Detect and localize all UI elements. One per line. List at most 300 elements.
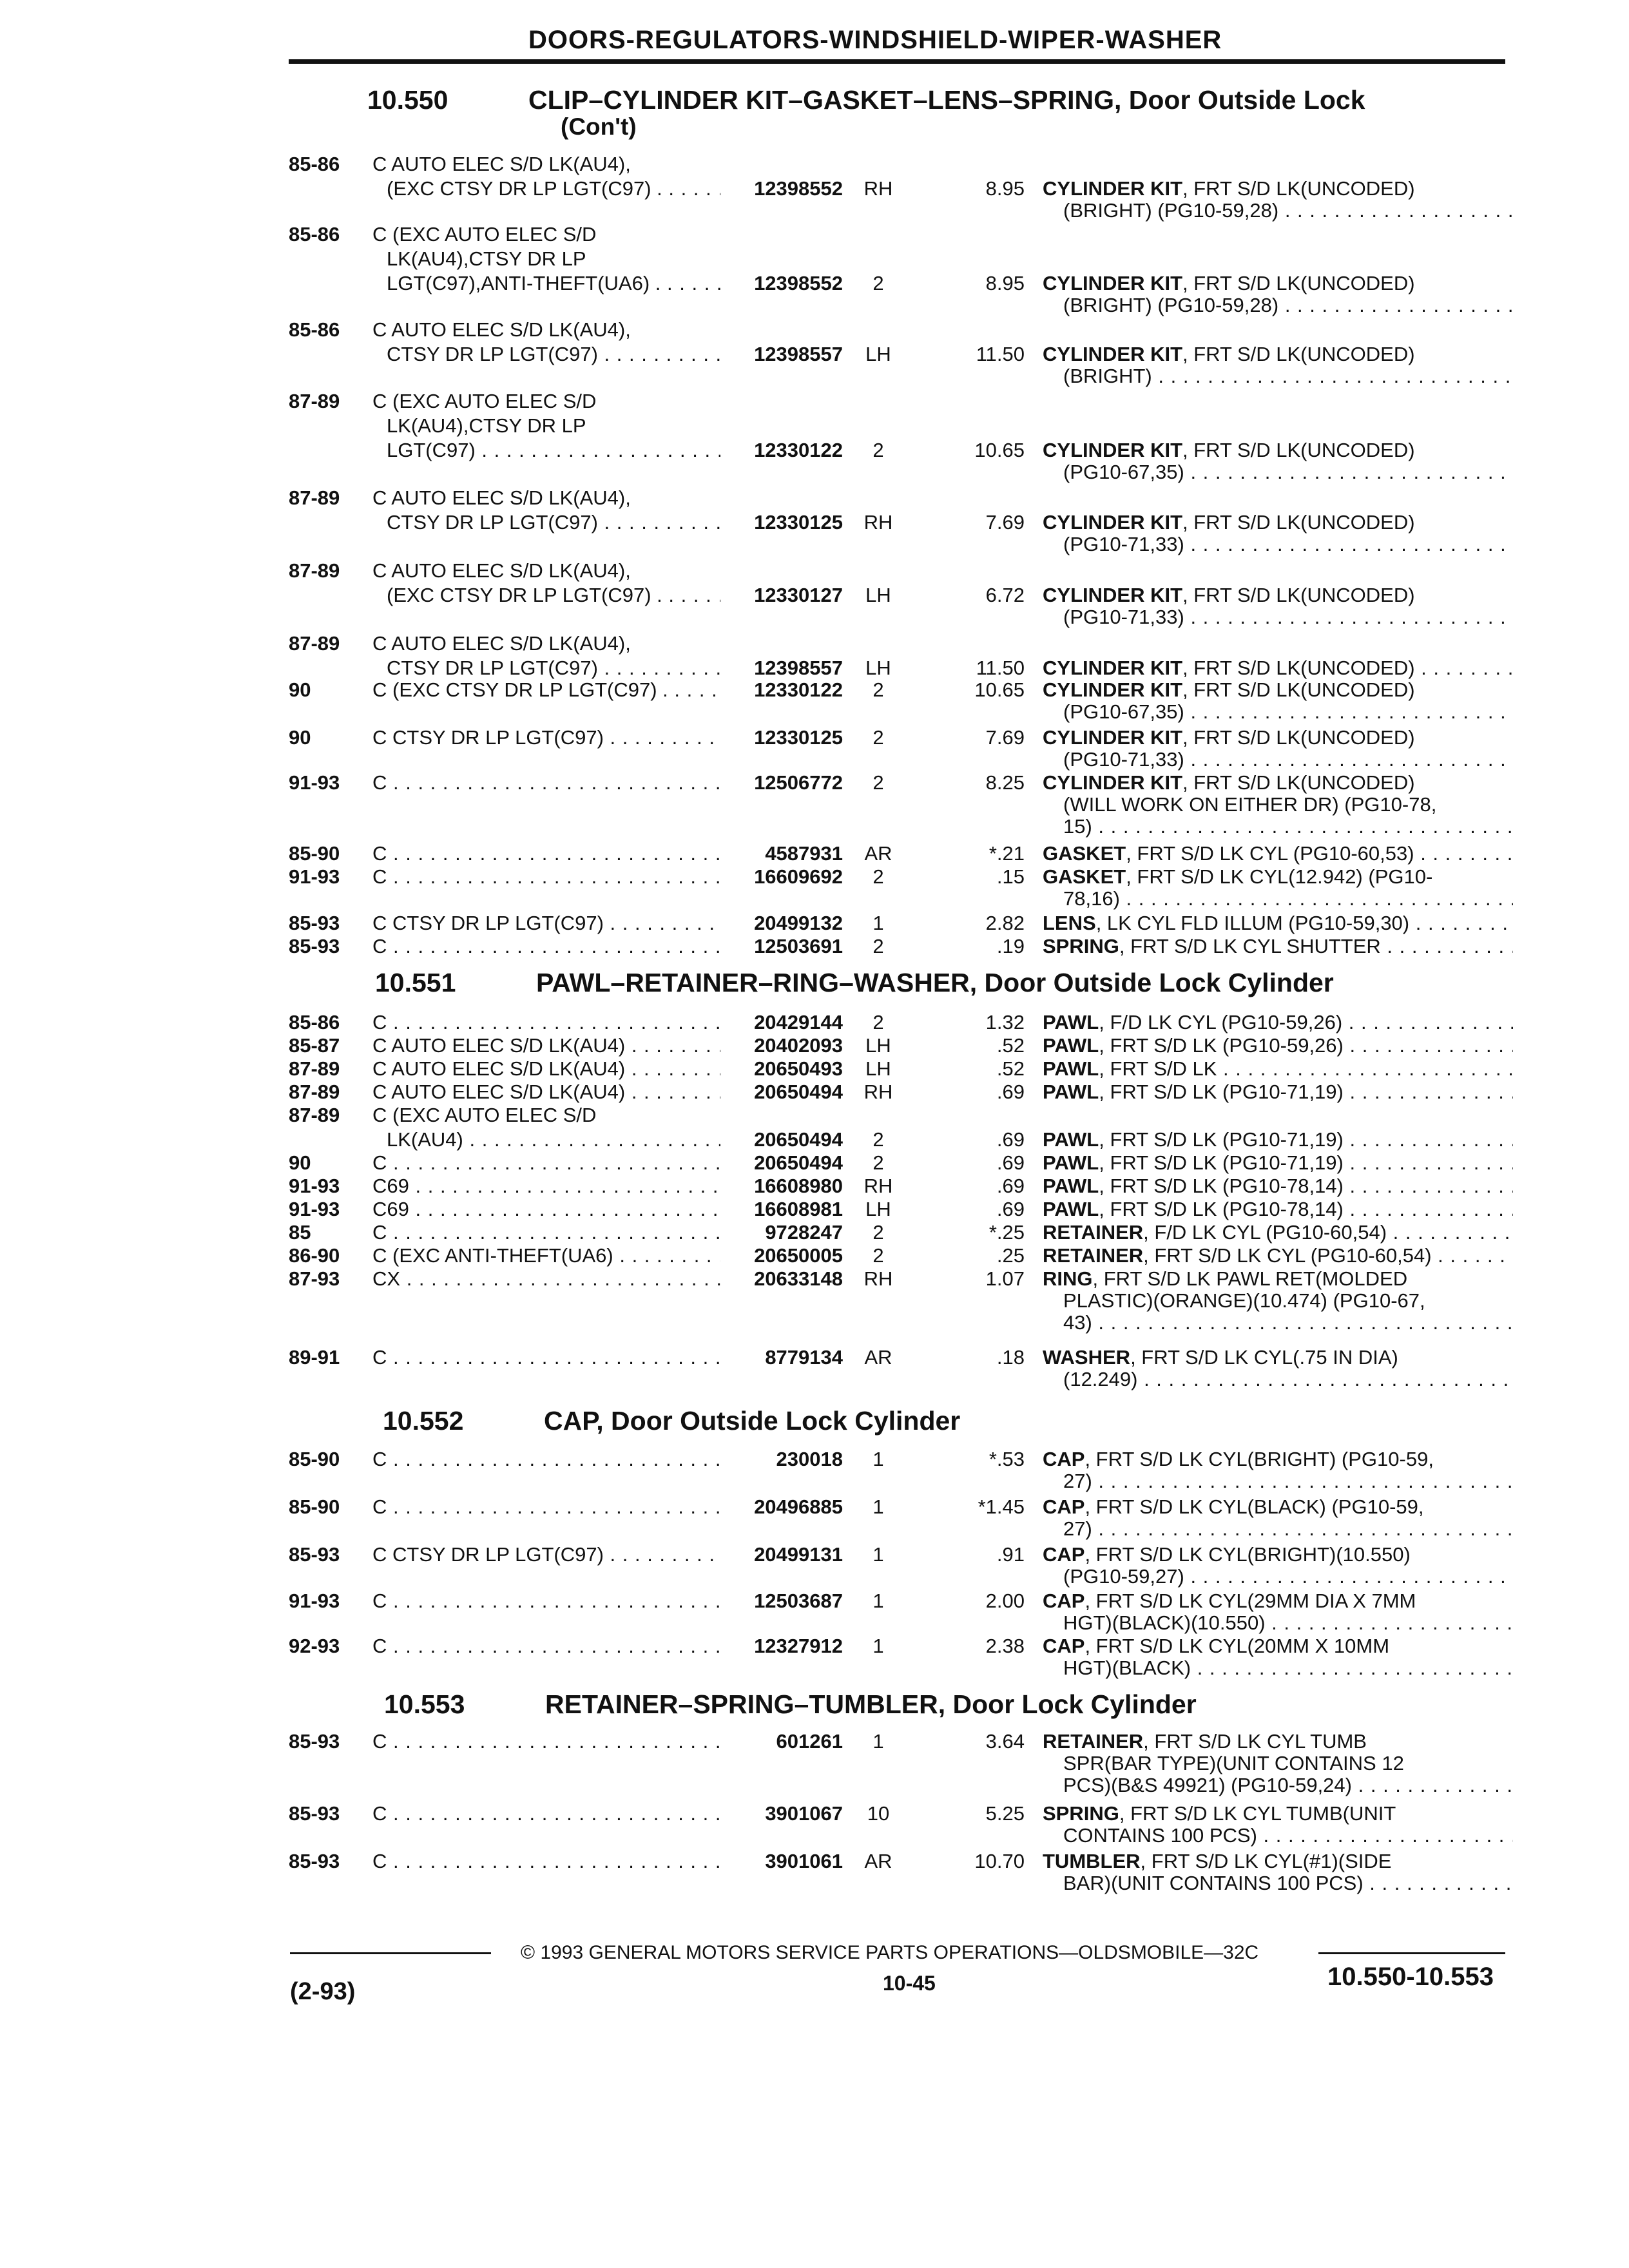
part-name-detail: , FRT S/D LK PAWL RET(MOLDED <box>1092 1267 1408 1290</box>
model-years: 85-86 <box>289 1011 340 1033</box>
quantity: LH <box>865 1034 891 1057</box>
part-name-detail: , FRT S/D LK(UNCODED) <box>1182 177 1415 200</box>
part-number: 230018 <box>776 1448 843 1470</box>
price: 11.50 <box>976 657 1025 679</box>
quantity: 2 <box>872 726 884 749</box>
part-name-line <box>1043 1151 1513 1175</box>
part-name-detail: PCS)(B&S 49921) (PG10-59,24) . . . <box>1043 1773 1513 1798</box>
quantity: AR <box>864 1850 892 1872</box>
part-name-detail: PLASTIC)(ORANGE)(10.474) (PG10-67, <box>1063 1289 1425 1312</box>
part-name: LENS <box>1043 912 1096 934</box>
part-name-detail: 27) . . . <box>1043 1517 1513 1541</box>
application-description: C . . . <box>372 1220 720 1245</box>
part-name: GASKET <box>1043 842 1126 865</box>
application-description: C69 . . . <box>372 1197 720 1222</box>
model-years: 86-90 <box>289 1244 340 1267</box>
quantity: RH <box>863 1267 893 1290</box>
part-number: 12327912 <box>754 1635 843 1657</box>
part-name-detail: , FRT S/D LK(UNCODED) <box>1182 678 1415 701</box>
part-name-detail: (PG10-71,33) . . . <box>1043 532 1513 557</box>
application-description: C . . . <box>372 1634 720 1658</box>
part-name: CYLINDER KIT <box>1043 511 1182 533</box>
part-name: RETAINER <box>1043 1730 1144 1753</box>
part-name: WASHER <box>1043 1346 1131 1369</box>
part-name-line <box>1043 1634 1513 1658</box>
part-name-detail: 43) . . . <box>1043 1311 1513 1335</box>
price: .25 <box>996 1244 1025 1267</box>
part-name-detail: (PG10-59,27) . . . <box>1043 1564 1513 1589</box>
application-description: CTSY DR LP LGT(C97) . . . <box>372 656 720 680</box>
part-name-line <box>1043 1345 1513 1370</box>
section-number: 10.550 <box>367 85 448 115</box>
part-number: 3901061 <box>765 1850 843 1872</box>
quantity: 2 <box>872 1128 884 1151</box>
part-number: 16608980 <box>754 1175 843 1197</box>
application-description: LGT(C97) . . . <box>372 438 720 463</box>
part-name-line <box>1043 1542 1513 1567</box>
footer-rule-right <box>1318 1952 1505 1954</box>
section-heading <box>383 1406 960 1436</box>
part-name: CYLINDER KIT <box>1043 771 1182 794</box>
part-name-detail: HGT)(BLACK) . . . <box>1043 1656 1513 1680</box>
price: .91 <box>996 1543 1025 1566</box>
part-name-detail: , FRT S/D LK CYL SHUTTER <box>1119 935 1381 957</box>
part-name: RING <box>1043 1267 1093 1290</box>
quantity: 2 <box>872 771 884 794</box>
model-years: 85-93 <box>289 1802 340 1825</box>
quantity: 1 <box>872 1448 884 1470</box>
part-name-line <box>1043 771 1513 795</box>
application-description: C . . . <box>372 1010 720 1035</box>
model-years: 85-87 <box>289 1034 340 1057</box>
model-years: 91-93 <box>289 1175 340 1197</box>
part-name-line <box>1043 1197 1513 1222</box>
part-name-line <box>1043 1033 1513 1058</box>
page-header-title: DOORS-REGULATORS-WINDSHIELD-WIPER-WASHER <box>528 26 1222 54</box>
price: 7.69 <box>985 726 1025 749</box>
application-description: LK(AU4) . . . <box>372 1128 720 1152</box>
quantity: LH <box>865 1198 891 1220</box>
price: .69 <box>996 1151 1025 1174</box>
price: 8.95 <box>985 272 1025 294</box>
part-name-line <box>1043 911 1513 936</box>
part-name: PAWL <box>1043 1057 1099 1080</box>
part-name-detail: (PG10-67,35) . . . <box>1043 700 1513 724</box>
part-name-line <box>1043 1220 1513 1245</box>
model-years: 85-93 <box>289 935 340 957</box>
price: .69 <box>996 1198 1025 1220</box>
part-name-detail: , FRT S/D LK (PG10-78,14) <box>1099 1198 1344 1220</box>
footer-rule-left <box>290 1952 491 1954</box>
model-years: 85-86 <box>289 223 340 245</box>
price: .19 <box>996 935 1025 957</box>
model-years: 90 <box>289 678 311 701</box>
section-title: RETAINER–SPRING–TUMBLER, Door Lock Cylinder <box>545 1689 1197 1719</box>
part-name: CAP <box>1043 1495 1085 1518</box>
part-name-detail: , FRT S/D LK(UNCODED) <box>1182 726 1415 749</box>
part-number: 20429144 <box>754 1011 843 1033</box>
part-number: 12506772 <box>754 771 843 794</box>
part-name-line <box>1043 438 1513 463</box>
quantity: 1 <box>872 1543 884 1566</box>
part-name-detail: , FRT S/D LK CYL (PG10-60,54) <box>1143 1244 1432 1267</box>
part-name-detail: , FRT S/D LK CYL(.75 IN DIA) <box>1130 1346 1398 1369</box>
part-name-detail: , LK CYL FLD ILLUM (PG10-59,30) <box>1095 912 1410 934</box>
part-number: 12398557 <box>754 343 843 365</box>
model-years: 91-93 <box>289 771 340 794</box>
application-description: LGT(C97),ANTI-THEFT(UA6) . . . . <box>372 271 720 296</box>
section-number: 10.551 <box>375 968 456 997</box>
part-name: CYLINDER KIT <box>1043 272 1182 294</box>
quantity: LH <box>865 657 891 679</box>
part-name: RETAINER <box>1043 1221 1144 1244</box>
price: 1.07 <box>985 1267 1025 1290</box>
part-name: PAWL <box>1043 1011 1099 1033</box>
model-years: 85-93 <box>289 912 340 934</box>
price: 2.38 <box>985 1635 1025 1657</box>
quantity: 2 <box>872 439 884 461</box>
part-number: 12503691 <box>754 935 843 957</box>
price: *.25 <box>988 1221 1025 1244</box>
price: .69 <box>996 1175 1025 1197</box>
application-description: LK(AU4),CTSY DR LP <box>387 414 586 437</box>
price: .69 <box>996 1128 1025 1151</box>
application-description: C AUTO ELEC S/D LK(AU4) . . . <box>372 1033 720 1058</box>
part-number: 12503687 <box>754 1590 843 1612</box>
price: 7.69 <box>985 511 1025 533</box>
application-description: (EXC CTSY DR LP LGT(C97) . . . . <box>372 583 720 608</box>
part-name-detail: , FRT S/D LK CYL(BLACK) (PG10-59, <box>1084 1495 1424 1518</box>
model-years: 87-93 <box>289 1267 340 1290</box>
model-years: 85-93 <box>289 1850 340 1872</box>
quantity: 2 <box>872 272 884 294</box>
application-description: C (EXC ANTI-THEFT(UA6) . . . <box>372 1244 720 1268</box>
price: *1.45 <box>978 1495 1025 1518</box>
part-name-line <box>1043 678 1513 702</box>
part-number: 20496885 <box>754 1495 843 1518</box>
part-name-detail: , F/D LK CYL (PG10-59,26) <box>1099 1011 1343 1033</box>
part-name-detail: , FRT S/D LK (PG10-71,19) <box>1099 1081 1344 1103</box>
part-name: CYLINDER KIT <box>1043 584 1182 606</box>
part-name-detail: , FRT S/D LK(UNCODED) <box>1182 343 1415 365</box>
price: 8.95 <box>985 177 1025 200</box>
part-name-line <box>1043 1080 1513 1104</box>
part-name-detail: 15) . . . <box>1043 814 1513 839</box>
footer-section-range: 10.550-10.553 <box>1327 1963 1494 1991</box>
application-description: C CTSY DR LP LGT(C97) . . . <box>372 726 720 750</box>
price: 8.25 <box>985 771 1025 794</box>
part-name-detail: BAR)(UNIT CONTAINS 100 PCS) . . . <box>1043 1871 1513 1896</box>
price: 3.64 <box>985 1730 1025 1753</box>
part-name: PAWL <box>1043 1128 1099 1151</box>
part-name-line <box>1043 271 1513 296</box>
part-name: CYLINDER KIT <box>1043 177 1182 200</box>
part-number: 12330122 <box>754 678 843 701</box>
part-name-detail: (12.249) . . . <box>1043 1367 1513 1392</box>
quantity: RH <box>863 1175 893 1197</box>
model-years: 87-89 <box>289 1104 340 1126</box>
application-description: (EXC CTSY DR LP LGT(C97) . . . . <box>372 177 720 201</box>
part-name-detail: , FRT S/D LK (PG10-71,19) <box>1099 1128 1344 1151</box>
part-number: 9728247 <box>765 1221 843 1244</box>
quantity: LH <box>865 584 891 606</box>
part-name-detail: , F/D LK CYL (PG10-60,54) <box>1143 1221 1387 1244</box>
quantity: 1 <box>872 1495 884 1518</box>
application-description: C . . . <box>372 1849 720 1874</box>
part-number: 20650494 <box>754 1081 843 1103</box>
application-description: C . . . <box>372 1495 720 1519</box>
part-name-line <box>1043 1057 1513 1081</box>
model-years: 85-90 <box>289 1448 340 1470</box>
part-name: CYLINDER KIT <box>1043 343 1182 365</box>
part-name-detail: , FRT S/D LK CYL TUMB(UNIT <box>1119 1802 1396 1825</box>
part-number: 12330125 <box>754 511 843 533</box>
price: .15 <box>996 865 1025 888</box>
quantity: RH <box>863 1081 893 1103</box>
part-number: 20650494 <box>754 1151 843 1174</box>
part-name: PAWL <box>1043 1198 1099 1220</box>
part-name-line <box>1043 583 1513 608</box>
part-name-detail: , FRT S/D LK(UNCODED) <box>1182 657 1415 679</box>
part-name: CAP <box>1043 1448 1085 1470</box>
price: 10.65 <box>974 439 1025 461</box>
section-title: PAWL–RETAINER–RING–WASHER, Door Outside Lock Cylinder <box>536 968 1334 997</box>
part-number: 12398552 <box>754 272 843 294</box>
section-title: CLIP–CYLINDER KIT–GASKET–LENS–SPRING, Door Outside Lock <box>528 85 1365 115</box>
part-name: CAP <box>1043 1543 1085 1566</box>
model-years: 91-93 <box>289 1198 340 1220</box>
part-name-line <box>1043 1128 1513 1152</box>
part-name: PAWL <box>1043 1034 1099 1057</box>
part-name-line <box>1043 841 1513 866</box>
part-name-detail: , FRT S/D LK(UNCODED) <box>1182 771 1415 794</box>
part-name-detail: , FRT S/D LK (PG10-71,19) <box>1099 1151 1344 1174</box>
part-number: 20633148 <box>754 1267 843 1290</box>
part-number: 12330125 <box>754 726 843 749</box>
part-number: 20499131 <box>754 1543 843 1566</box>
model-years: 85 <box>289 1221 311 1244</box>
footer-copyright: © 1993 GENERAL MOTORS SERVICE PARTS OPERATIONS—OLDSMOBILE—32C <box>521 1942 1259 1963</box>
part-name-line <box>1043 177 1513 201</box>
application-description: C . . . <box>372 841 720 866</box>
price: .52 <box>996 1057 1025 1080</box>
part-number: 12330127 <box>754 584 843 606</box>
price: 6.72 <box>985 584 1025 606</box>
part-name-detail: , FRT S/D LK CYL(#1)(SIDE <box>1140 1850 1392 1872</box>
part-name: CYLINDER KIT <box>1043 657 1182 679</box>
price: .18 <box>996 1346 1025 1369</box>
part-name-detail: , FRT S/D LK CYL(20MM X 10MM <box>1084 1635 1390 1657</box>
section-heading <box>367 85 1365 115</box>
application-description: C . . . <box>372 1345 720 1370</box>
part-name-line <box>1043 656 1513 680</box>
price: .69 <box>996 1081 1025 1103</box>
part-name: CYLINDER KIT <box>1043 439 1182 461</box>
model-years: 85-90 <box>289 1495 340 1518</box>
part-number: 20499132 <box>754 912 843 934</box>
part-number: 20650005 <box>754 1244 843 1267</box>
section-number: 10.553 <box>384 1689 465 1719</box>
model-years: 92-93 <box>289 1635 340 1657</box>
part-name: PAWL <box>1043 1175 1099 1197</box>
section-number: 10.552 <box>383 1406 464 1436</box>
part-name-detail: (BRIGHT) . . . <box>1043 364 1513 389</box>
price: 5.25 <box>985 1802 1025 1825</box>
quantity: RH <box>863 511 893 533</box>
part-name-detail: , FRT S/D LK CYL (PG10-60,53) <box>1126 842 1414 865</box>
footer-page-number: 10-45 <box>883 1972 936 1995</box>
application-description: C . . . <box>372 865 720 889</box>
application-description: LK(AU4),CTSY DR LP <box>387 247 586 270</box>
part-name-detail: (BRIGHT) (PG10-59,28) . . . <box>1043 198 1513 223</box>
part-name-line <box>1043 934 1513 959</box>
part-name-line <box>1043 726 1513 750</box>
quantity: 2 <box>872 1221 884 1244</box>
quantity: 1 <box>872 912 884 934</box>
application-description: C AUTO ELEC S/D LK(AU4), <box>372 559 631 582</box>
application-description: C . . . <box>372 934 720 959</box>
quantity: 1 <box>872 1730 884 1753</box>
section-heading <box>384 1689 1197 1720</box>
application-description: C CTSY DR LP LGT(C97) . . . <box>372 911 720 936</box>
part-name-detail: , FRT S/D LK(UNCODED) <box>1182 584 1415 606</box>
part-name: CAP <box>1043 1635 1085 1657</box>
model-years: 90 <box>289 726 311 749</box>
part-number: 12398557 <box>754 657 843 679</box>
part-name-line <box>1043 1849 1513 1874</box>
application-description: C69 . . . <box>372 1174 720 1198</box>
part-name-line <box>1043 1267 1513 1291</box>
model-years: 91-93 <box>289 1590 340 1612</box>
part-name: CYLINDER KIT <box>1043 726 1182 749</box>
application-description: C . . . <box>372 1802 720 1826</box>
model-years: 85-90 <box>289 842 340 865</box>
part-name: PAWL <box>1043 1081 1099 1103</box>
application-description: CTSY DR LP LGT(C97) . . . <box>372 342 720 367</box>
application-description: C AUTO ELEC S/D LK(AU4) . . . <box>372 1057 720 1081</box>
part-name: SPRING <box>1043 935 1119 957</box>
part-name-line <box>1043 342 1513 367</box>
application-description: C (EXC CTSY DR LP LGT(C97) . . . . <box>372 678 720 702</box>
quantity: LH <box>865 1057 891 1080</box>
application-description: C . . . <box>372 771 720 795</box>
model-years: 85-86 <box>289 153 340 175</box>
model-years: 85-93 <box>289 1730 340 1753</box>
part-number: 20650494 <box>754 1128 843 1151</box>
application-description: C . . . <box>372 1151 720 1175</box>
part-name-line <box>1043 510 1513 535</box>
quantity: 2 <box>872 1244 884 1267</box>
price: 1.32 <box>985 1011 1025 1033</box>
price: 10.70 <box>974 1850 1025 1872</box>
section-title: CAP, Door Outside Lock Cylinder <box>544 1406 961 1436</box>
price: 2.00 <box>985 1590 1025 1612</box>
part-name-detail: , FRT S/D LK CYL(12.942) (PG10- <box>1126 865 1433 888</box>
part-name: CAP <box>1043 1590 1085 1612</box>
price: 2.82 <box>985 912 1025 934</box>
quantity: 1 <box>872 1635 884 1657</box>
part-name-line <box>1043 1174 1513 1198</box>
model-years: 87-89 <box>289 486 340 509</box>
part-name-detail: SPR(BAR TYPE)(UNIT CONTAINS 12 <box>1063 1752 1404 1774</box>
part-name-detail: , FRT S/D LK (PG10-78,14) <box>1099 1175 1344 1197</box>
quantity: AR <box>864 1346 892 1369</box>
part-number: 16608981 <box>754 1198 843 1220</box>
quantity: 2 <box>872 1151 884 1174</box>
application-description: C AUTO ELEC S/D LK(AU4), <box>372 486 631 509</box>
part-name: TUMBLER <box>1043 1850 1141 1872</box>
part-number: 4587931 <box>765 842 843 865</box>
quantity: 2 <box>872 935 884 957</box>
part-name-line <box>1043 1729 1513 1754</box>
price: .52 <box>996 1034 1025 1057</box>
part-name: SPRING <box>1043 1802 1119 1825</box>
part-number: 8779134 <box>765 1346 843 1369</box>
price: 11.50 <box>976 343 1025 365</box>
model-years: 85-86 <box>289 318 340 341</box>
application-description: C . . . <box>372 1447 720 1472</box>
part-name-detail: CONTAINS 100 PCS) . . . <box>1043 1823 1513 1848</box>
part-name-detail: , FRT S/D LK <box>1099 1057 1217 1080</box>
application-description: C CTSY DR LP LGT(C97) . . . <box>372 1542 720 1567</box>
application-description: C . . . <box>372 1729 720 1754</box>
part-name: CYLINDER KIT <box>1043 678 1182 701</box>
part-name-detail: HGT)(BLACK)(10.550) . . . <box>1043 1611 1513 1635</box>
quantity: 2 <box>872 678 884 701</box>
application-description: C AUTO ELEC S/D LK(AU4), <box>372 153 631 175</box>
part-number: 20650493 <box>754 1057 843 1080</box>
model-years: 87-89 <box>289 390 340 412</box>
application-description: C (EXC AUTO ELEC S/D <box>372 223 597 245</box>
application-description: C AUTO ELEC S/D LK(AU4), <box>372 632 631 655</box>
model-years: 87-89 <box>289 1081 340 1103</box>
part-name: PAWL <box>1043 1151 1099 1174</box>
model-years: 87-89 <box>289 632 340 655</box>
section-continued: (Con't) <box>561 113 637 140</box>
quantity: 2 <box>872 865 884 888</box>
part-name-detail: , FRT S/D LK CYL TUMB <box>1143 1730 1367 1753</box>
part-name-detail: , FRT S/D LK CYL(29MM DIA X 7MM <box>1084 1590 1416 1612</box>
price: *.53 <box>988 1448 1025 1470</box>
part-name-detail: , FRT S/D LK(UNCODED) <box>1182 511 1415 533</box>
part-name-detail: , FRT S/D LK(UNCODED) <box>1182 272 1415 294</box>
part-name: GASKET <box>1043 865 1126 888</box>
application-description: CX . . . <box>372 1267 720 1291</box>
application-description: C AUTO ELEC S/D LK(AU4) . . . <box>372 1080 720 1104</box>
price: 10.65 <box>974 678 1025 701</box>
price: *.21 <box>988 842 1025 865</box>
application-description: C . . . <box>372 1589 720 1613</box>
quantity: 1 <box>872 1590 884 1612</box>
part-number: 12330122 <box>754 439 843 461</box>
part-name-line <box>1043 865 1513 889</box>
quantity: AR <box>864 842 892 865</box>
part-name-detail: 27) . . . <box>1043 1469 1513 1494</box>
part-name-detail: (BRIGHT) (PG10-59,28) . . . <box>1043 293 1513 318</box>
part-name-detail: (PG10-71,33) . . . <box>1043 605 1513 629</box>
footer-date: (2-93) <box>290 1978 356 2005</box>
part-name-detail: (PG10-67,35) . . . <box>1043 460 1513 485</box>
part-name-detail: , FRT S/D LK CYL(BRIGHT)(10.550) <box>1084 1543 1411 1566</box>
part-name-line <box>1043 1447 1513 1472</box>
quantity: 10 <box>867 1802 890 1825</box>
application-description: C AUTO ELEC S/D LK(AU4), <box>372 318 631 341</box>
part-name-line <box>1043 1010 1513 1035</box>
part-number: 12398552 <box>754 177 843 200</box>
section-heading <box>375 968 1334 998</box>
part-name-detail: , FRT S/D LK CYL(BRIGHT) (PG10-59, <box>1084 1448 1434 1470</box>
quantity: RH <box>863 177 893 200</box>
